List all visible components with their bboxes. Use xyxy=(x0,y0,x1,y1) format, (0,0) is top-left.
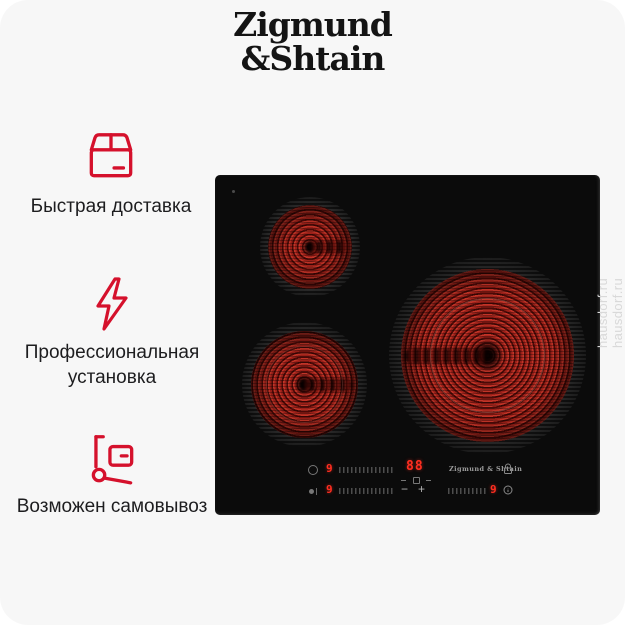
dual-zone-ring xyxy=(430,298,544,412)
dual-zone-ring xyxy=(266,346,343,423)
lock-icon xyxy=(503,463,513,475)
burner-front-left xyxy=(242,322,367,447)
feature-label: Возможен самовывоз xyxy=(16,496,208,517)
watermark-text: hausdorf.ru xyxy=(595,277,610,348)
right-power-slider xyxy=(448,488,486,494)
rear-left-power-level: 9 xyxy=(326,462,333,475)
watermark-text: hausdorf.ru xyxy=(610,277,625,348)
residual-heat-dot xyxy=(232,190,235,193)
timer-right-dash xyxy=(426,480,431,481)
feature-label: Быстрая доставка xyxy=(30,196,192,217)
power-icon xyxy=(308,465,318,475)
burner-element-lead xyxy=(307,241,348,254)
cooktop-surface xyxy=(215,175,600,515)
timer-left-dash xyxy=(401,480,406,481)
brand-logo-line2: &Shtain xyxy=(240,38,385,78)
feature-pickup-available xyxy=(14,430,210,519)
touch-control-panel xyxy=(300,460,530,502)
hand-truck-icon xyxy=(83,430,141,488)
burner-rear-left-coil xyxy=(268,205,352,289)
timer-display: 88 xyxy=(406,459,424,474)
burner-rear-left xyxy=(260,197,360,297)
burner-right-coil xyxy=(401,269,574,442)
timer-plus-key: + xyxy=(418,482,426,496)
feature-label: Профессиональная установка xyxy=(24,342,200,389)
watermark-column xyxy=(610,0,625,625)
front-left-power-slider xyxy=(339,488,395,494)
feature-fast-delivery xyxy=(10,128,212,219)
burner-right xyxy=(389,257,586,454)
brand-logo xyxy=(0,5,625,78)
lightning-icon xyxy=(89,276,135,332)
rear-left-power-slider xyxy=(339,467,395,473)
info-icon xyxy=(503,485,513,495)
brand-logo-line1: Zigmund xyxy=(233,5,392,44)
front-left-power-level: 9 xyxy=(326,483,333,496)
package-icon xyxy=(82,128,140,182)
timer-minus-key: − xyxy=(401,482,409,496)
right-power-level: 9 xyxy=(490,483,497,496)
dual-zone-icon xyxy=(309,489,314,494)
watermark-column xyxy=(595,0,625,625)
feature-professional-installation xyxy=(6,276,218,390)
burner-front-left-coil xyxy=(251,331,358,438)
panel-brand-label: Zigmund & Shtain xyxy=(449,465,523,473)
